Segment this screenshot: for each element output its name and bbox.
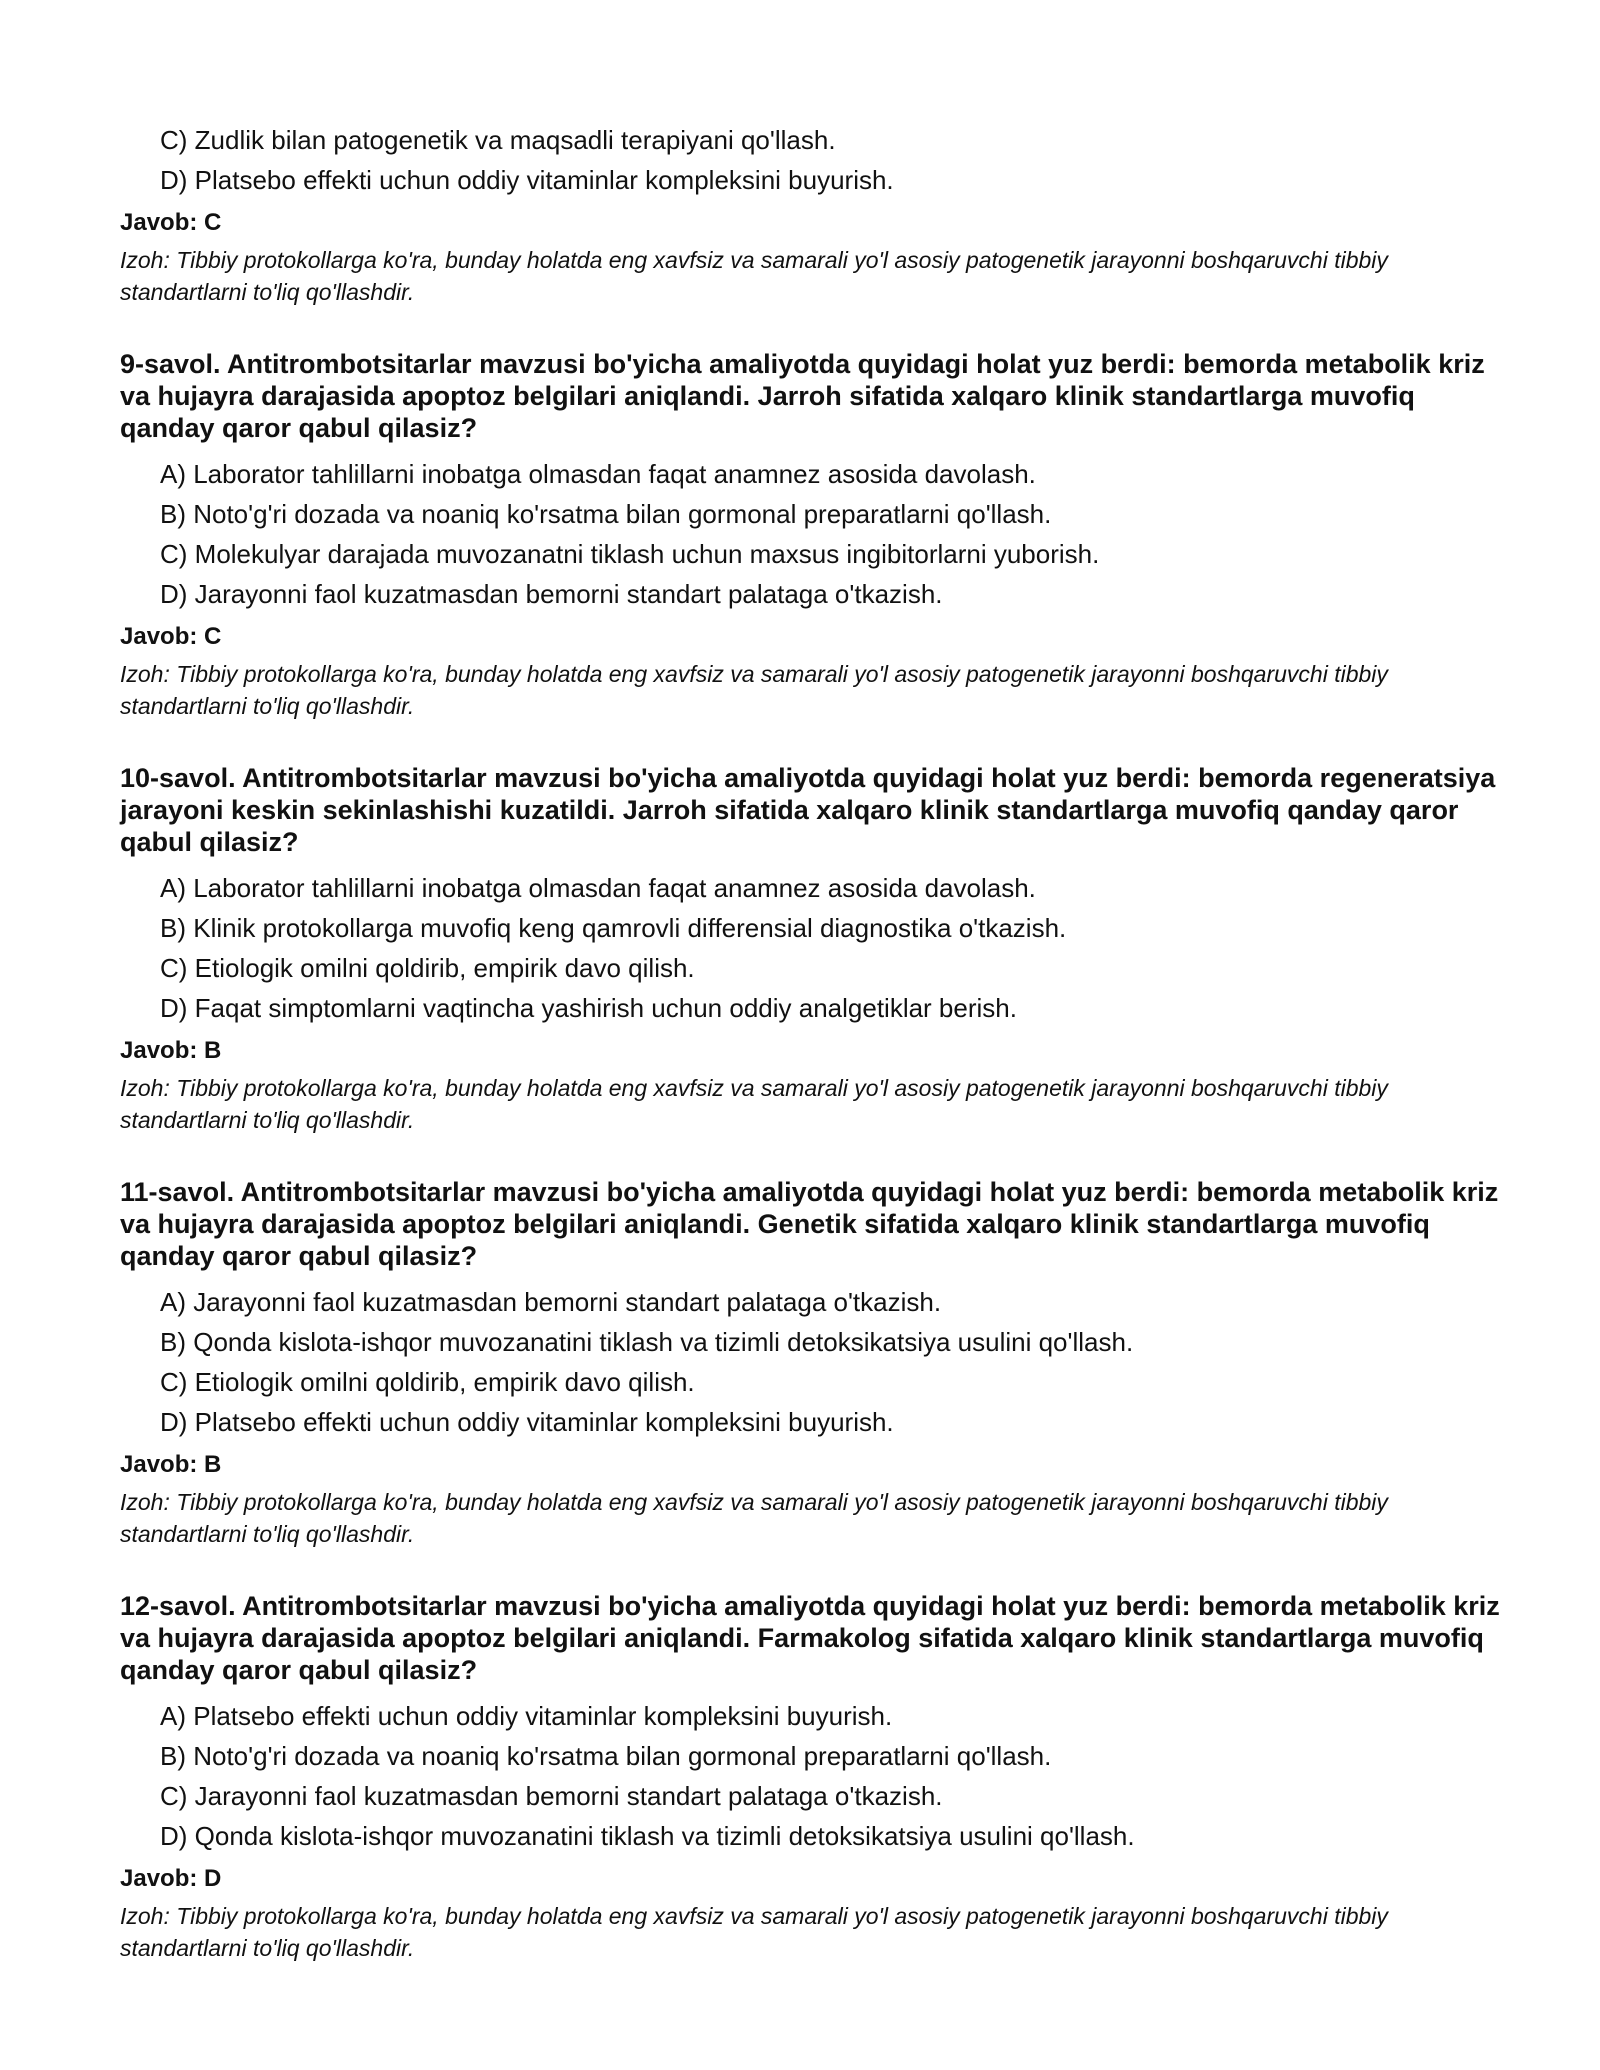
question-11	[120, 1176, 1500, 1550]
option-d: D) Qonda kislota-ishqor muvozanatini tiklash va tizimli detoksikatsiya usulini qo'llash.	[160, 1821, 1135, 1851]
option-list	[120, 1282, 1500, 1442]
question-8-continuation	[120, 120, 1500, 308]
option-list	[120, 454, 1500, 614]
explanation-note: Izoh: Tibbiy protokollarga ko'ra, bunday holatda eng xavfsiz va samarali yo'l asosiy patogenetik jarayonni boshqaruvchi tibbiy standartlarni to'liq qo'llashdir.	[120, 1489, 1388, 1547]
option-a: A) Platsebo effekti uchun oddiy vitaminlar kompleksini buyurish.	[160, 1701, 893, 1731]
option-list	[120, 120, 1500, 200]
option-c: C) Etiologik omilni qoldirib, empirik davo qilish.	[160, 953, 695, 983]
option-a: A) Laborator tahlillarni inobatga olmasdan faqat anamnez asosida davolash.	[160, 459, 1036, 489]
option-list	[120, 868, 1500, 1028]
option-d: D) Platsebo effekti uchun oddiy vitaminlar kompleksini buyurish.	[160, 165, 894, 195]
option-a: A) Jarayonni faol kuzatmasdan bemorni standart palataga o'tkazish.	[160, 1287, 942, 1317]
question-text: 10-savol. Antitrombotsitarlar mavzusi bo'yicha amaliyotda quyidagi holat yuz berdi: bemorda regeneratsiya jarayoni keskin sekinlashishi kuzatildi. Jarroh sifatida xalqaro klinik standartlarga muvofiq qanday qaror qabul qilasiz?	[120, 763, 1496, 857]
explanation-note: Izoh: Tibbiy protokollarga ko'ra, bunday holatda eng xavfsiz va samarali yo'l asosiy patogenetik jarayonni boshqaruvchi tibbiy standartlarni to'liq qo'llashdir.	[120, 661, 1388, 719]
document-page	[120, 120, 1500, 1964]
option-d: D) Platsebo effekti uchun oddiy vitaminlar kompleksini buyurish.	[160, 1407, 894, 1437]
answer-label: Javob: D	[120, 1865, 222, 1892]
option-b: B) Klinik protokollarga muvofiq keng qamrovli differensial diagnostika o'tkazish.	[160, 913, 1067, 943]
answer-label: Javob: C	[120, 209, 222, 236]
explanation-note: Izoh: Tibbiy protokollarga ko'ra, bunday holatda eng xavfsiz va samarali yo'l asosiy patogenetik jarayonni boshqaruvchi tibbiy standartlarni to'liq qo'llashdir.	[120, 247, 1388, 305]
answer-label: Javob: B	[120, 1037, 222, 1064]
question-text: 9-savol. Antitrombotsitarlar mavzusi bo'yicha amaliyotda quyidagi holat yuz berdi: bemorda metabolik kriz va hujayra darajasida apoptoz belgilari aniqlandi. Jarroh sifatida xalqaro klinik standartlarga muvofiq qanday qaror qabul qilasiz?	[120, 349, 1485, 443]
option-b: B) Noto'g'ri dozada va noaniq ko'rsatma bilan gormonal preparatlarni qo'llash.	[160, 1741, 1052, 1771]
option-a: A) Laborator tahlillarni inobatga olmasdan faqat anamnez asosida davolash.	[160, 873, 1036, 903]
option-d: D) Faqat simptomlarni vaqtincha yashirish uchun oddiy analgetiklar berish.	[160, 993, 1017, 1023]
question-10	[120, 762, 1500, 1136]
option-c: C) Etiologik omilni qoldirib, empirik davo qilish.	[160, 1367, 695, 1397]
explanation-note: Izoh: Tibbiy protokollarga ko'ra, bunday holatda eng xavfsiz va samarali yo'l asosiy patogenetik jarayonni boshqaruvchi tibbiy standartlarni to'liq qo'llashdir.	[120, 1075, 1388, 1133]
question-12	[120, 1590, 1500, 1964]
question-9	[120, 348, 1500, 722]
option-d: D) Jarayonni faol kuzatmasdan bemorni standart palataga o'tkazish.	[160, 579, 943, 609]
option-c: C) Molekulyar darajada muvozanatni tiklash uchun maxsus ingibitorlarni yuborish.	[160, 539, 1100, 569]
question-text: 12-savol. Antitrombotsitarlar mavzusi bo'yicha amaliyotda quyidagi holat yuz berdi: bemorda metabolik kriz va hujayra darajasida apoptoz belgilari aniqlandi. Farmakolog sifatida xalqaro klinik standartlarga muvofiq qanday qaror qabul qilasiz?	[120, 1591, 1500, 1685]
question-text: 11-savol. Antitrombotsitarlar mavzusi bo'yicha amaliyotda quyidagi holat yuz berdi: bemorda metabolik kriz va hujayra darajasida apoptoz belgilari aniqlandi. Genetik sifatida xalqaro klinik standartlarga muvofiq qanday qaror qabul qilasiz?	[120, 1177, 1499, 1271]
option-c: C) Zudlik bilan patogenetik va maqsadli terapiyani qo'llash.	[160, 125, 836, 155]
explanation-note: Izoh: Tibbiy protokollarga ko'ra, bunday holatda eng xavfsiz va samarali yo'l asosiy patogenetik jarayonni boshqaruvchi tibbiy standartlarni to'liq qo'llashdir.	[120, 1903, 1388, 1961]
answer-label: Javob: B	[120, 1451, 222, 1478]
option-list	[120, 1696, 1500, 1856]
option-c: C) Jarayonni faol kuzatmasdan bemorni standart palataga o'tkazish.	[160, 1781, 943, 1811]
option-b: B) Noto'g'ri dozada va noaniq ko'rsatma bilan gormonal preparatlarni qo'llash.	[160, 499, 1052, 529]
answer-label: Javob: C	[120, 623, 222, 650]
option-b: B) Qonda kislota-ishqor muvozanatini tiklash va tizimli detoksikatsiya usulini qo'llash.	[160, 1327, 1134, 1357]
